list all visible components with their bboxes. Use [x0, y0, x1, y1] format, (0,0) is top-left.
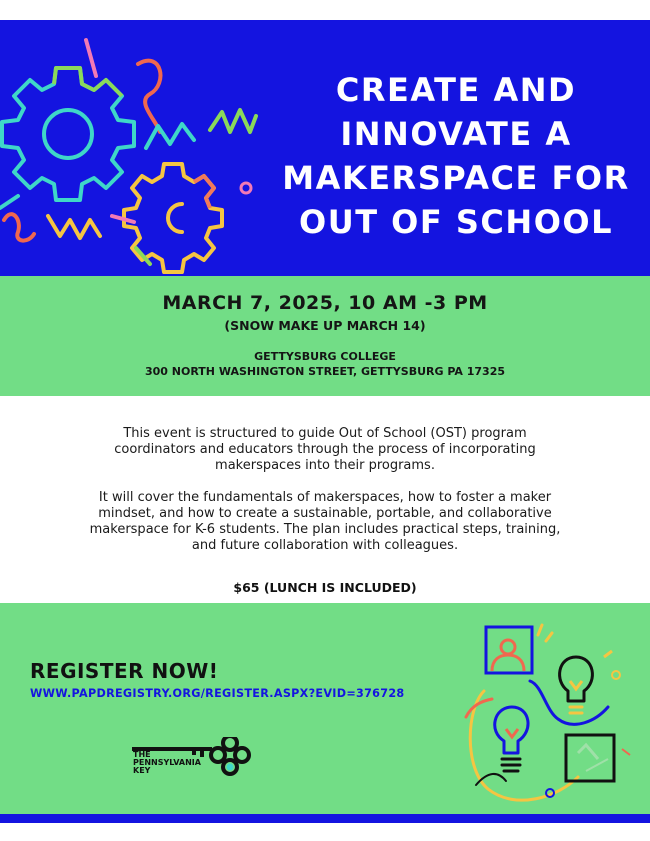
logo-text: THE: [133, 750, 151, 759]
description-paragraph-2: [30, 490, 620, 554]
event-info-band: [0, 276, 650, 396]
price-label: $65 (LUNCH IS INCLUDED): [233, 580, 417, 595]
description-line: makerspaces into their programs.: [215, 458, 435, 473]
venue-name: GETTYSBURG COLLEGE: [254, 350, 396, 363]
lightbulb-icon: [495, 707, 528, 753]
bottom-bar: [0, 814, 650, 823]
logo-text: PENNSYLVANIA: [133, 758, 201, 767]
register-link[interactable]: WWW.PAPDREGISTRY.ORG/REGISTER.ASPX?EVID=376728: [30, 687, 405, 700]
description-line: It will cover the fundamentals of makerspaces, how to foster a maker: [98, 490, 552, 505]
lightbulb-icon: [560, 657, 593, 701]
gears-illustration: [0, 20, 280, 276]
makerspace-illustration: [458, 621, 634, 807]
large-gear-hub-icon: [44, 110, 92, 158]
event-date: MARCH 7, 2025, 10 AM -3 PM: [162, 292, 488, 314]
description-line: coordinators and educators through the process of incorporating: [114, 442, 536, 457]
description-line: makerspace for K-6 students. The plan includes practical steps, training,: [89, 522, 561, 537]
title-line-3: MAKERSPACE FOR: [282, 159, 630, 197]
squiggle-icon: [86, 40, 96, 76]
title-line-1: CREATE AND: [335, 71, 577, 109]
frame-icon: [566, 735, 614, 781]
snow-date: (SNOW MAKE UP MARCH 14): [224, 318, 426, 333]
title-line-4: OUT OF SCHOOL: [299, 203, 613, 241]
register-heading: REGISTER NOW!: [30, 659, 219, 683]
title-line-2: INNOVATE A: [340, 115, 572, 153]
pennsylvania-key-logo: [130, 737, 260, 787]
register-section: [0, 603, 650, 814]
venue-address: 300 NORTH WASHINGTON STREET, GETTYSBURG PA 17325: [144, 365, 506, 378]
description-line: and future collaboration with colleagues.: [191, 538, 459, 553]
description-paragraph-1: [30, 426, 620, 474]
logo-text: KEY: [133, 766, 151, 775]
description-line: mindset, and how to create a sustainable, portable, and collaborative: [98, 506, 552, 521]
description-line: This event is structured to guide Out of School (OST) program: [123, 426, 527, 441]
page-title: [278, 68, 634, 244]
hero-banner: [0, 20, 650, 276]
